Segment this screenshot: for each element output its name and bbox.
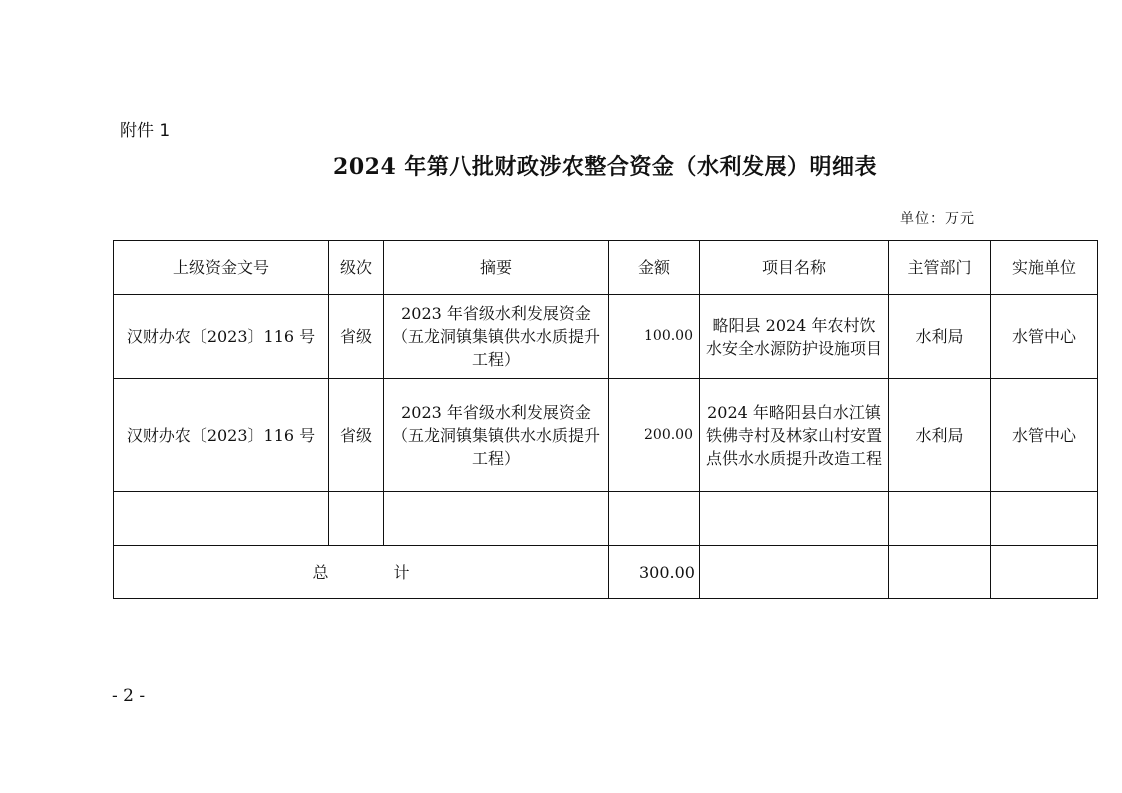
cell-amount: 200.00 [609, 379, 700, 492]
empty-cell [384, 492, 609, 546]
table-header-row [114, 241, 1098, 295]
document-title: 2024 年第八批财政涉农整合资金（水利发展）明细表 [333, 154, 877, 180]
header-unit: 实施单位 [991, 241, 1098, 295]
page-number: - 2 - [112, 686, 146, 706]
table-row [114, 379, 1098, 492]
cell-unit: 水管中心 [991, 295, 1098, 379]
attachment-label: 附件 1 [120, 121, 171, 141]
empty-cell [700, 546, 889, 599]
header-summary: 摘要 [384, 241, 609, 295]
empty-cell [329, 492, 384, 546]
total-amount: 300.00 [609, 546, 700, 599]
header-project: 项目名称 [700, 241, 889, 295]
header-amount: 金额 [609, 241, 700, 295]
empty-cell [889, 546, 991, 599]
header-level: 级次 [329, 241, 384, 295]
detail-table [113, 240, 1098, 599]
cell-unit: 水管中心 [991, 379, 1098, 492]
total-label-text: 总 计 [312, 562, 410, 582]
cell-project: 2024 年略阳县白水江镇铁佛寺村及林家山村安置点供水水质提升改造工程 [700, 379, 889, 492]
header-department: 主管部门 [889, 241, 991, 295]
cell-department: 水利局 [889, 295, 991, 379]
cell-summary: 2023 年省级水利发展资金（五龙洞镇集镇供水水质提升工程） [384, 379, 609, 492]
unit-label: 单位：万元 [900, 211, 975, 227]
empty-cell [114, 492, 329, 546]
total-label [114, 546, 609, 599]
cell-department: 水利局 [889, 379, 991, 492]
total-row [114, 546, 1098, 599]
cell-level: 省级 [329, 295, 384, 379]
header-doc-no: 上级资金文号 [114, 241, 329, 295]
empty-cell [991, 546, 1098, 599]
empty-cell [700, 492, 889, 546]
cell-project: 略阳县 2024 年农村饮水安全水源防护设施项目 [700, 295, 889, 379]
cell-summary: 2023 年省级水利发展资金（五龙洞镇集镇供水水质提升工程） [384, 295, 609, 379]
cell-doc-no: 汉财办农〔2023〕116 号 [114, 379, 329, 492]
table-row [114, 295, 1098, 379]
empty-cell [609, 492, 700, 546]
cell-doc-no: 汉财办农〔2023〕116 号 [114, 295, 329, 379]
empty-cell [991, 492, 1098, 546]
empty-cell [889, 492, 991, 546]
table-row-empty [114, 492, 1098, 546]
cell-level: 省级 [329, 379, 384, 492]
cell-amount: 100.00 [609, 295, 700, 379]
